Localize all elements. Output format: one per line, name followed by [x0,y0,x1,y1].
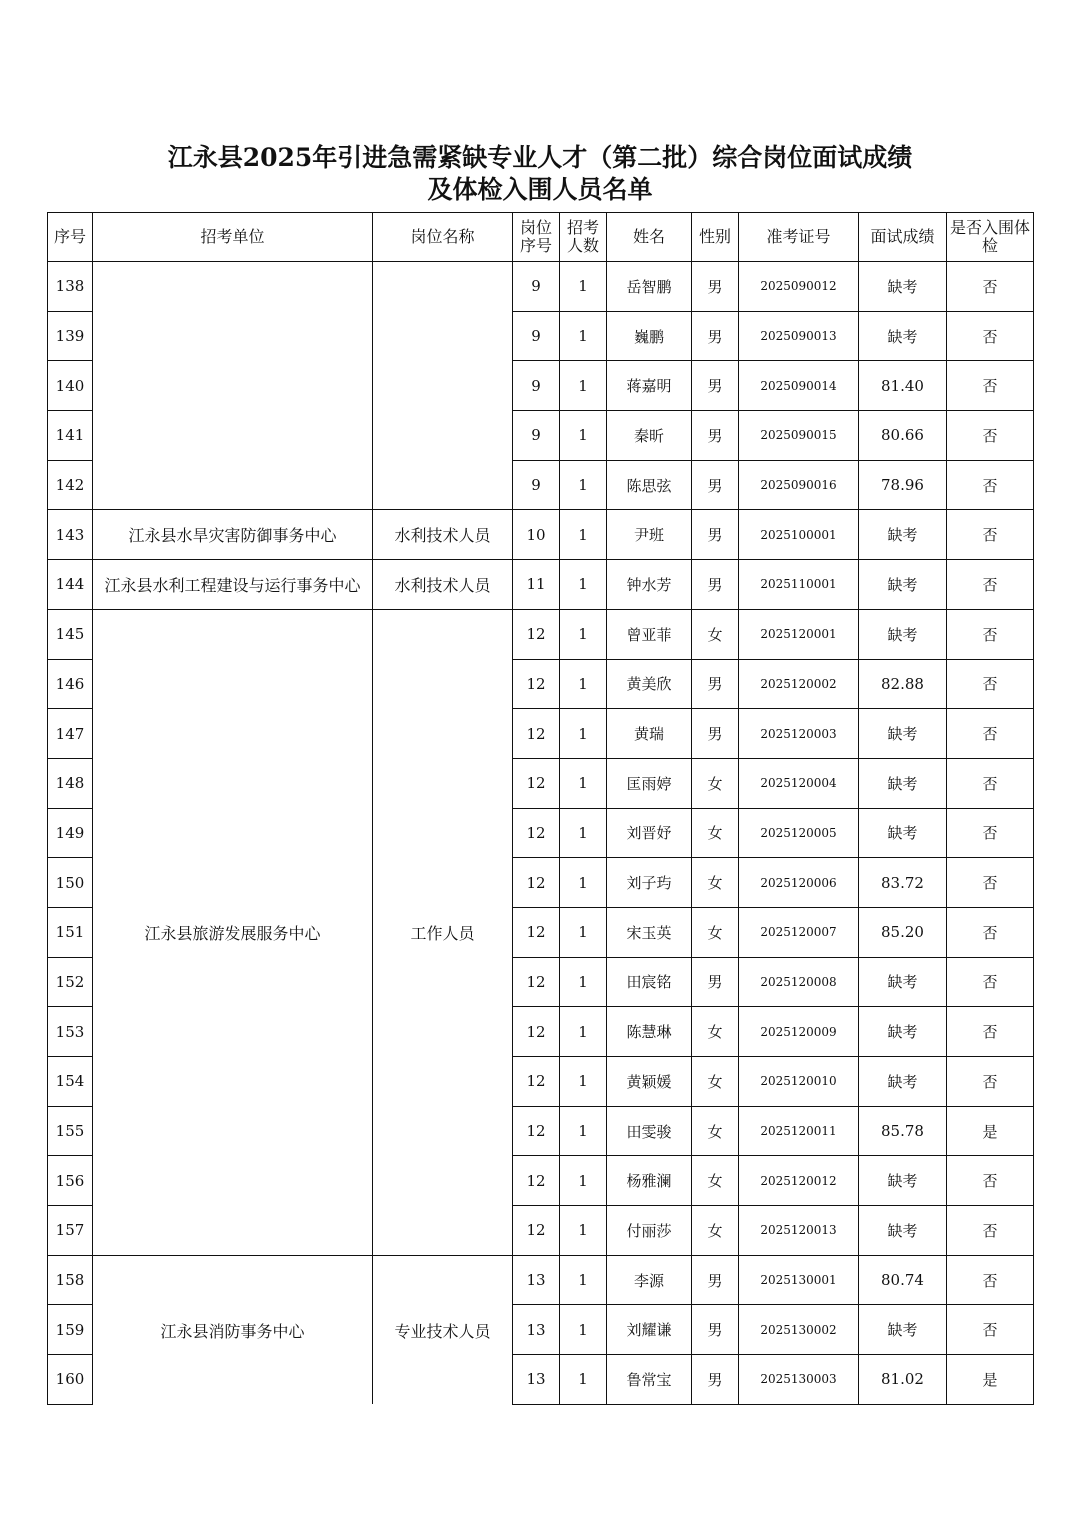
cell-seq: 158 [48,1255,93,1305]
cell-score: 缺考 [859,1007,947,1057]
cell-post-no: 12 [513,1156,560,1206]
cell-quota: 1 [560,560,607,610]
cell-ticket: 2025090013 [739,311,859,361]
cell-gender: 男 [692,560,739,610]
cell-name: 刘晋妤 [607,808,692,858]
cell-gender: 女 [692,758,739,808]
cell-position: 水利技术人员 [373,510,513,560]
cell-score: 缺考 [859,709,947,759]
header-position: 岗位名称 [373,213,513,262]
cell-entered: 否 [947,311,1034,361]
cell-seq: 138 [48,262,93,312]
cell-quota: 1 [560,510,607,560]
cell-name: 付丽莎 [607,1206,692,1256]
cell-seq: 154 [48,1057,93,1107]
header-row [48,213,1034,262]
header-score: 面试成绩 [859,213,947,262]
cell-post-no: 12 [513,709,560,759]
cell-score: 缺考 [859,1057,947,1107]
cell-gender: 女 [692,1106,739,1156]
cell-gender: 女 [692,907,739,957]
cell-name: 巍鹏 [607,311,692,361]
cell-seq: 142 [48,460,93,510]
cell-gender: 男 [692,1305,739,1355]
cell-score: 缺考 [859,510,947,560]
cell-post-no: 9 [513,411,560,461]
cell-ticket: 2025120003 [739,709,859,759]
cell-quota: 1 [560,411,607,461]
cell-ticket: 2025120010 [739,1057,859,1107]
cell-seq: 141 [48,411,93,461]
cell-gender: 男 [692,361,739,411]
cell-entered: 否 [947,808,1034,858]
header-seq: 序号 [48,213,93,262]
cell-quota: 1 [560,858,607,908]
cell-quota: 1 [560,460,607,510]
cell-name: 宋玉英 [607,907,692,957]
cell-name: 黄颖媛 [607,1057,692,1107]
cell-seq: 148 [48,758,93,808]
cell-quota: 1 [560,1057,607,1107]
page-title: 江永县2025年引进急需紧缺专业人才（第二批）综合岗位面试成绩 [167,143,913,172]
results-table [47,212,1034,1405]
cell-name: 刘子玙 [607,858,692,908]
cell-quota: 1 [560,907,607,957]
header-unit: 招考单位 [93,213,373,262]
cell-post-no: 11 [513,560,560,610]
cell-ticket: 2025100001 [739,510,859,560]
cell-ticket: 2025090012 [739,262,859,312]
cell-gender: 女 [692,1206,739,1256]
cell-post-no: 13 [513,1255,560,1305]
cell-ticket: 2025120009 [739,1007,859,1057]
cell-quota: 1 [560,1355,607,1405]
cell-ticket: 2025120008 [739,957,859,1007]
cell-seq: 155 [48,1106,93,1156]
cell-name: 黄瑞 [607,709,692,759]
cell-seq: 145 [48,609,93,659]
cell-seq: 144 [48,560,93,610]
cell-score: 缺考 [859,1305,947,1355]
cell-name: 黄美欣 [607,659,692,709]
cell-unit [93,262,373,510]
cell-entered: 否 [947,1156,1034,1206]
cell-position [373,262,513,510]
table-row [48,262,1034,312]
cell-score: 缺考 [859,262,947,312]
cell-quota: 1 [560,361,607,411]
cell-quota: 1 [560,1156,607,1206]
cell-post-no: 10 [513,510,560,560]
cell-gender: 女 [692,858,739,908]
cell-entered: 否 [947,858,1034,908]
cell-seq: 139 [48,311,93,361]
cell-name: 田雯骏 [607,1106,692,1156]
cell-ticket: 2025110001 [739,560,859,610]
cell-ticket: 2025090015 [739,411,859,461]
cell-quota: 1 [560,808,607,858]
cell-seq: 143 [48,510,93,560]
cell-score: 缺考 [859,808,947,858]
cell-gender: 男 [692,311,739,361]
cell-ticket: 2025120002 [739,659,859,709]
cell-seq: 149 [48,808,93,858]
cell-ticket: 2025130001 [739,1255,859,1305]
cell-ticket: 2025120011 [739,1106,859,1156]
cell-name: 钟水芳 [607,560,692,610]
cell-ticket: 2025130002 [739,1305,859,1355]
cell-entered: 否 [947,1057,1034,1107]
cell-quota: 1 [560,311,607,361]
cell-score: 80.66 [859,411,947,461]
cell-post-no: 9 [513,460,560,510]
cell-gender: 男 [692,1355,739,1405]
header-post-no: 岗位序号 [513,213,560,262]
cell-post-no: 12 [513,808,560,858]
cell-ticket: 2025120007 [739,907,859,957]
header-quota: 招考人数 [560,213,607,262]
cell-ticket: 2025120012 [739,1156,859,1206]
cell-quota: 1 [560,1305,607,1355]
cell-post-no: 9 [513,262,560,312]
cell-name: 杨雅澜 [607,1156,692,1206]
cell-seq: 151 [48,907,93,957]
cell-entered: 否 [947,1255,1034,1305]
cell-seq: 153 [48,1007,93,1057]
cell-name: 田宸铭 [607,957,692,1007]
cell-quota: 1 [560,758,607,808]
cell-entered: 否 [947,609,1034,659]
cell-gender: 男 [692,460,739,510]
cell-ticket: 2025090014 [739,361,859,411]
cell-post-no: 9 [513,311,560,361]
cell-quota: 1 [560,957,607,1007]
cell-post-no: 9 [513,361,560,411]
cell-position: 水利技术人员 [373,560,513,610]
cell-quota: 1 [560,659,607,709]
cell-unit: 江永县旅游发展服务中心 [93,609,373,1255]
cell-seq: 152 [48,957,93,1007]
cell-quota: 1 [560,1007,607,1057]
cell-entered: 否 [947,1206,1034,1256]
cell-name: 曾亚菲 [607,609,692,659]
cell-entered: 否 [947,758,1034,808]
cell-quota: 1 [560,1206,607,1256]
cell-quota: 1 [560,262,607,312]
cell-gender: 女 [692,1007,739,1057]
cell-name: 尹班 [607,510,692,560]
cell-score: 缺考 [859,957,947,1007]
cell-gender: 女 [692,1057,739,1107]
cell-ticket: 2025120006 [739,858,859,908]
cell-gender: 男 [692,411,739,461]
cell-gender: 女 [692,1156,739,1206]
cell-unit: 江永县消防事务中心 [93,1255,373,1404]
cell-gender: 男 [692,659,739,709]
cell-name: 陈思弦 [607,460,692,510]
table-row [48,609,1034,659]
cell-entered: 否 [947,411,1034,461]
cell-position: 工作人员 [373,609,513,1255]
cell-gender: 男 [692,709,739,759]
cell-ticket: 2025090016 [739,460,859,510]
cell-entered: 否 [947,957,1034,1007]
page-subtitle: 及体检入围人员名单 [427,175,653,204]
cell-entered: 否 [947,907,1034,957]
cell-post-no: 12 [513,609,560,659]
table-row [48,560,1034,610]
cell-name: 陈慧琳 [607,1007,692,1057]
cell-post-no: 12 [513,1106,560,1156]
cell-score: 85.78 [859,1106,947,1156]
cell-score: 缺考 [859,1156,947,1206]
cell-entered: 否 [947,361,1034,411]
cell-unit: 江永县水旱灾害防御事务中心 [93,510,373,560]
cell-seq: 160 [48,1355,93,1405]
cell-ticket: 2025120005 [739,808,859,858]
cell-ticket: 2025120001 [739,609,859,659]
cell-gender: 女 [692,808,739,858]
cell-post-no: 13 [513,1355,560,1405]
header-entered: 是否入围体检 [947,213,1034,262]
cell-gender: 男 [692,262,739,312]
cell-score: 82.88 [859,659,947,709]
cell-name: 李源 [607,1255,692,1305]
cell-entered: 否 [947,460,1034,510]
cell-score: 85.20 [859,907,947,957]
cell-seq: 146 [48,659,93,709]
cell-entered: 否 [947,510,1034,560]
cell-name: 刘耀谦 [607,1305,692,1355]
cell-score: 缺考 [859,560,947,610]
cell-position: 专业技术人员 [373,1255,513,1404]
cell-score: 缺考 [859,758,947,808]
cell-seq: 159 [48,1305,93,1355]
cell-score: 81.02 [859,1355,947,1405]
cell-name: 鲁常宝 [607,1355,692,1405]
cell-seq: 150 [48,858,93,908]
cell-quota: 1 [560,609,607,659]
cell-quota: 1 [560,1106,607,1156]
cell-name: 匡雨婷 [607,758,692,808]
cell-post-no: 12 [513,907,560,957]
table-row [48,1255,1034,1305]
cell-gender: 女 [692,609,739,659]
cell-seq: 156 [48,1156,93,1206]
cell-quota: 1 [560,709,607,759]
cell-post-no: 12 [513,758,560,808]
cell-name: 岳智鹏 [607,262,692,312]
cell-gender: 男 [692,957,739,1007]
cell-entered: 否 [947,659,1034,709]
cell-score: 80.74 [859,1255,947,1305]
cell-score: 缺考 [859,1206,947,1256]
cell-entered: 是 [947,1106,1034,1156]
cell-ticket: 2025120013 [739,1206,859,1256]
header-ticket: 准考证号 [739,213,859,262]
cell-post-no: 13 [513,1305,560,1355]
cell-seq: 157 [48,1206,93,1256]
cell-seq: 140 [48,361,93,411]
cell-score: 81.40 [859,361,947,411]
table-row [48,510,1034,560]
cell-post-no: 12 [513,1057,560,1107]
header-name: 姓名 [607,213,692,262]
cell-unit: 江永县水利工程建设与运行事务中心 [93,560,373,610]
cell-entered: 否 [947,560,1034,610]
cell-ticket: 2025120004 [739,758,859,808]
cell-score: 缺考 [859,609,947,659]
cell-name: 蒋嘉明 [607,361,692,411]
cell-post-no: 12 [513,957,560,1007]
cell-score: 78.96 [859,460,947,510]
cell-score: 83.72 [859,858,947,908]
cell-entered: 否 [947,1007,1034,1057]
cell-name: 秦昕 [607,411,692,461]
header-gender: 性别 [692,213,739,262]
cell-quota: 1 [560,1255,607,1305]
cell-entered: 是 [947,1355,1034,1405]
cell-gender: 男 [692,510,739,560]
cell-gender: 男 [692,1255,739,1305]
cell-post-no: 12 [513,858,560,908]
cell-post-no: 12 [513,1007,560,1057]
cell-seq: 147 [48,709,93,759]
cell-entered: 否 [947,709,1034,759]
cell-entered: 否 [947,262,1034,312]
cell-entered: 否 [947,1305,1034,1355]
cell-score: 缺考 [859,311,947,361]
cell-ticket: 2025130003 [739,1355,859,1405]
cell-post-no: 12 [513,659,560,709]
cell-post-no: 12 [513,1206,560,1256]
